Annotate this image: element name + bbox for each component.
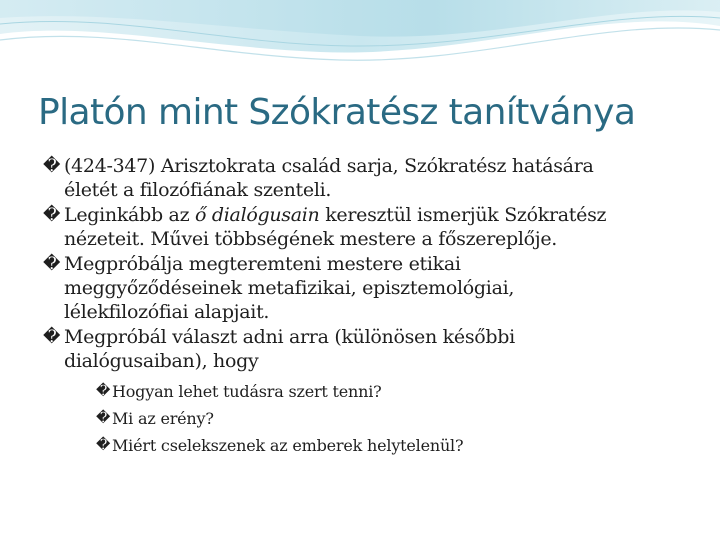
bullet-text: keresztül ismerjük Szókratész [319, 204, 607, 226]
bullet-item [22, 203, 702, 251]
sub-bullet-text: Hogyan lehet tudásra szert tenni? [112, 382, 382, 401]
sub-bullet-marker: � [96, 437, 111, 453]
bullet-item [22, 154, 702, 202]
bullet-text: Leginkább az [64, 204, 196, 226]
sub-bullet-list [22, 378, 702, 459]
bullet-text: Megpróbál választ adni arra (különösen későbbi [64, 326, 515, 348]
sub-bullet-marker: � [96, 410, 111, 426]
bullet-marker: � [43, 205, 61, 225]
bullet-text: meggyőződéseinek metafizikai, episztemológiai, [64, 277, 515, 299]
bullet-marker: � [43, 156, 61, 176]
bullet-text: (424-347) Arisztokrata család sarja, Szókratész hatására [64, 155, 594, 177]
sub-bullet-item [22, 378, 702, 405]
bullet-text: Megpróbálja megteremteni mestere etikai [64, 253, 461, 275]
bullet-item [22, 325, 702, 373]
slide-title: Platón mint Szókratész tanítványa [38, 92, 636, 133]
sub-bullet-text: Miért cselekszenek az emberek helytelenül? [112, 436, 464, 455]
bullet-marker: � [43, 327, 61, 347]
emphasized-text: ő dialógusain [195, 204, 320, 226]
sub-bullet-text: Mi az erény? [112, 409, 214, 428]
bullet-text: dialógusaiban), hogy [64, 350, 259, 372]
bullet-text: nézeteit. Művei többségének mestere a főszereplője. [64, 228, 558, 250]
sub-bullet-item [22, 405, 702, 432]
sub-bullet-item [22, 432, 702, 459]
sub-bullet-marker: � [96, 383, 111, 399]
bullet-marker: � [43, 254, 61, 274]
bullet-item [22, 252, 702, 324]
bullet-list [22, 154, 702, 459]
header-wave-decoration [0, 0, 720, 80]
bullet-text: életét a filozófiának szenteli. [64, 179, 332, 201]
bullet-text: lélekfilozófiai alapjait. [64, 301, 270, 323]
